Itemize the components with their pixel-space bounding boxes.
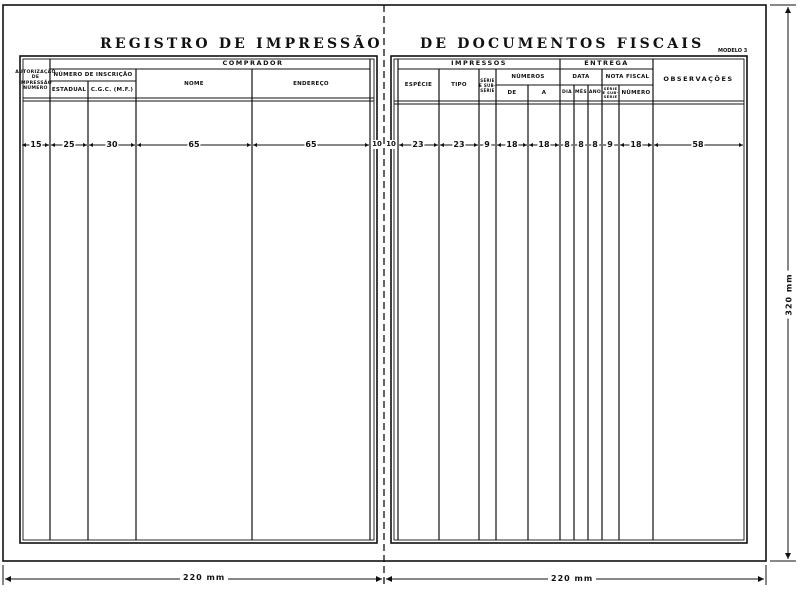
height-label: 320 mm — [785, 270, 794, 318]
header-autorizacao: AUTORIZAÇÃO DE IMPRESSÃO NÚMERO — [15, 69, 56, 91]
measure-label: 65 — [305, 140, 317, 149]
form-title-right: DE DOCUMENTOS FISCAIS — [420, 36, 705, 52]
width-left-label: 220 mm — [180, 573, 228, 582]
measure-label: 30 — [106, 140, 118, 149]
measure-label: 18 — [538, 140, 550, 149]
form-title-left: REGISTRO DE IMPRESSÃO — [100, 36, 383, 52]
measure-label: 18 — [630, 140, 642, 149]
header-nf-serie: SÉRIE E SUB-SÉRIE — [602, 85, 619, 100]
header-group-impressos: IMPRESSOS — [451, 59, 507, 67]
model-label: MODELO 3 — [718, 48, 748, 54]
header-cgc: C.G.C. (M.F.) — [90, 86, 134, 93]
header-estadual: ESTADUAL — [51, 86, 87, 93]
header-ano: ANO — [588, 90, 602, 95]
header-tipo: TIPO — [451, 82, 467, 88]
header-nf-numero: NÚMERO — [621, 90, 651, 96]
measure-label: 8 — [578, 140, 584, 149]
measure-label: 9 — [607, 140, 613, 149]
header-nome: NOME — [184, 80, 204, 87]
measure-label: 18 — [506, 140, 518, 149]
right-page-box — [391, 56, 747, 543]
measure-label: 8 — [564, 140, 570, 149]
header-especie: ESPÉCIE — [404, 82, 433, 88]
header-group-numeros: NÚMEROS — [511, 74, 545, 80]
header-group-inscricao: NÚMERO DE INSCRIÇÃO — [53, 72, 133, 78]
header-mes: MÊS — [575, 90, 587, 95]
measure-label: 9 — [484, 140, 490, 149]
width-right-label: 220 mm — [548, 574, 596, 583]
measure-label: 23 — [412, 140, 424, 149]
measure-label: 15 — [30, 140, 42, 149]
measure-label: 8 — [592, 140, 598, 149]
header-group-nota: NOTA FISCAL — [605, 74, 650, 80]
header-group-data: DATA — [572, 74, 590, 80]
header-dia: DIA — [562, 90, 572, 95]
header-de: DE — [507, 90, 517, 96]
header-group-entrega: ENTREGA — [584, 59, 629, 67]
measure-label: 58 — [692, 140, 704, 149]
measure-label: 23 — [453, 140, 465, 149]
header-observacoes: OBSERVAÇÕES — [663, 75, 734, 83]
header-group-comprador: COMPRADOR — [222, 59, 284, 67]
header-endereco: ENDEREÇO — [293, 80, 329, 87]
left-page-box — [15, 56, 377, 543]
header-serie: SÉRIE E SUB-SÉRIE — [479, 77, 496, 93]
measure-label: 10 — [372, 140, 382, 148]
measure-label: 65 — [188, 140, 200, 149]
measure-label: 10 — [386, 140, 396, 148]
measure-label: 25 — [63, 140, 75, 149]
header-a: A — [541, 90, 547, 96]
